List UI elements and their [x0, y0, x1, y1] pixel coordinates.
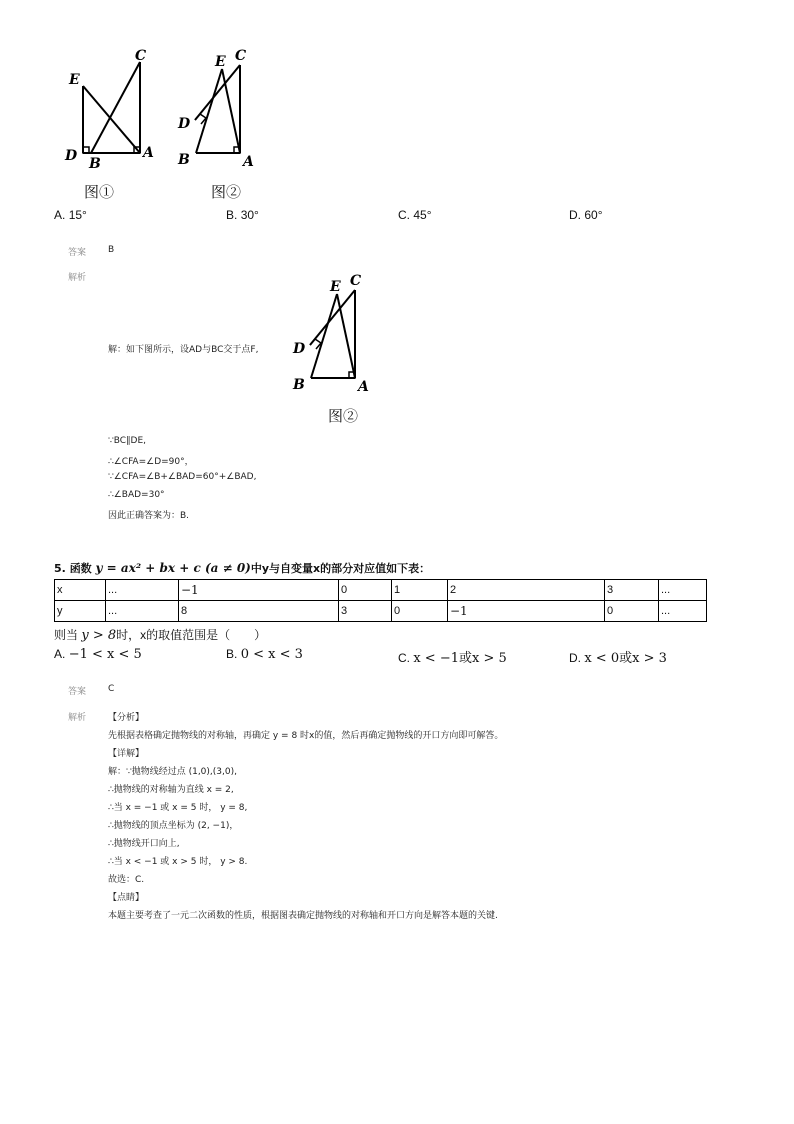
- figure-2-solution-caption: 图②: [328, 407, 359, 425]
- table-cell: 2: [448, 580, 605, 601]
- q5-analysis-line: 先根据表格确定抛物线的对称轴，再确定 y = 8 时x的值，然后再确定抛物线的开口方向即可解答。: [108, 731, 504, 741]
- q4-step: ∴∠CFA=∠D=90°，: [108, 457, 194, 467]
- label-c: C: [135, 48, 147, 64]
- q5-analysis-tag: 解析: [68, 713, 87, 723]
- option-text: 15°: [68, 208, 87, 222]
- q5-analysis-line: 解：∵抛物线经过点 (1,0),(3,0),: [108, 767, 237, 777]
- table-cell: 0: [605, 601, 659, 622]
- q5-number: 5.: [54, 562, 66, 575]
- q5-question: [54, 626, 266, 643]
- table-cell: 3: [605, 580, 659, 601]
- q5-analysis-line: ∴抛物线的对称轴为直线 x = 2,: [108, 785, 234, 795]
- q4-analysis-tag: 解析: [68, 273, 87, 283]
- label-a: A: [143, 145, 154, 161]
- table-cell: 8: [179, 601, 339, 622]
- segment-cb: [91, 62, 140, 153]
- table-cell: x: [55, 580, 106, 601]
- q4-solution-intro: 解：如下图所示，设AD与BC交于点F,: [108, 345, 259, 355]
- q5-analysis-line: 【分析】: [108, 713, 145, 723]
- q4-answer: B: [108, 245, 115, 255]
- label-e: E: [330, 279, 341, 295]
- q5-analysis-line: 本题主要考查了一元二次函数的性质，根据图表确定抛物线的对称轴和开口方向是解答本题的关键.: [108, 911, 498, 921]
- q4-option-b[interactable]: [226, 208, 259, 222]
- q4-option-a[interactable]: [54, 208, 87, 222]
- segment-eb: [311, 294, 337, 378]
- q5-question-prefix: 则当: [54, 628, 79, 642]
- label-e: E: [69, 72, 80, 88]
- q5-stem-suffix: 中y与自变量x的部分对应值如下表：: [250, 562, 431, 575]
- table-cell: y: [55, 601, 106, 622]
- option-text: 30°: [240, 208, 259, 222]
- table-cell: 0: [339, 580, 392, 601]
- table-cell: 1: [392, 580, 448, 601]
- q5-analysis-line: 【详解】: [108, 749, 145, 759]
- table-cell: ...: [659, 601, 707, 622]
- q5-value-table: [54, 579, 707, 622]
- label-d: D: [178, 116, 191, 132]
- segment-ea: [337, 294, 355, 378]
- q5-option-a[interactable]: [54, 647, 142, 662]
- option-letter: A.: [54, 208, 66, 222]
- q5-analysis-line: ∴当 x = −1 或 x = 5 时， y = 8,: [108, 803, 248, 813]
- q4-option-c[interactable]: [398, 208, 432, 222]
- figure-2-caption: 图②: [211, 183, 242, 201]
- option-text: 0 < x < 3: [240, 647, 303, 662]
- q5-analysis-line: ∴当 x < −1 或 x > 5 时， y > 8.: [108, 857, 248, 867]
- label-b: B: [178, 152, 190, 168]
- segment-ea: [83, 86, 140, 153]
- q5-question-suffix: 时，x的取值范围是（ ）: [116, 628, 267, 642]
- figure-1: [55, 40, 165, 170]
- q5-stem-prefix: 函数: [69, 562, 92, 575]
- q5-answer: C: [108, 684, 115, 694]
- label-d: D: [293, 341, 306, 357]
- label-b: B: [89, 156, 101, 170]
- table-cell: ...: [106, 601, 179, 622]
- label-c: C: [350, 273, 362, 289]
- q5-option-d[interactable]: [569, 647, 667, 666]
- option-letter: D.: [569, 651, 581, 665]
- option-letter: B.: [226, 647, 238, 661]
- option-text: x < −1或x > 5: [413, 651, 507, 666]
- q5-analysis-line: 【点睛】: [108, 893, 145, 903]
- option-text: 60°: [584, 208, 603, 222]
- right-angle-mark-d: [195, 114, 206, 124]
- option-letter: D.: [569, 208, 581, 222]
- q4-step: ∵∠CFA=∠B+∠BAD=60°+∠BAD,: [108, 472, 257, 482]
- option-text: x < 0或x > 3: [584, 651, 667, 666]
- table-cell: −1: [448, 601, 605, 622]
- label-a: A: [358, 379, 369, 395]
- label-c: C: [235, 48, 247, 64]
- label-b: B: [293, 377, 305, 393]
- q4-step: 因此正确答案为：B.: [108, 511, 190, 521]
- option-letter: B.: [226, 208, 238, 222]
- option-text: −1 < x < 5: [68, 647, 142, 662]
- table-row: [55, 580, 707, 601]
- figure-1-caption: 图①: [84, 183, 115, 201]
- table-cell: ...: [106, 580, 179, 601]
- segment-ea: [222, 69, 240, 153]
- segment-cd: [195, 65, 240, 120]
- q5-analysis-line: ∴抛物线开口向上,: [108, 839, 180, 849]
- q4-step: ∵BC∥DE,: [108, 436, 147, 446]
- q4-option-d[interactable]: [569, 208, 603, 222]
- option-letter: A.: [54, 647, 66, 661]
- segment-cd: [310, 290, 355, 345]
- q5-analysis-line: ∴抛物线的顶点坐标为 (2, −1)，: [108, 821, 239, 831]
- option-letter: C.: [398, 651, 410, 665]
- right-angle-mark-d: [310, 339, 321, 349]
- label-e: E: [215, 54, 226, 70]
- table-cell: 0: [392, 601, 448, 622]
- q5-analysis-line: 故选：C.: [108, 875, 145, 885]
- label-d: D: [65, 148, 78, 164]
- q5-stem-formula: y = ax² + bx + c (a ≠ 0): [95, 561, 251, 575]
- q5-answer-tag: 答案: [68, 687, 87, 697]
- option-letter: C.: [398, 208, 410, 222]
- figure-2-solution: [290, 265, 380, 395]
- q5-option-c[interactable]: [398, 647, 507, 666]
- label-a: A: [243, 154, 254, 170]
- q5-stem: [54, 560, 430, 576]
- q5-question-formula: y > 8: [81, 628, 117, 643]
- q4-step: ∴∠BAD=30°: [108, 490, 165, 500]
- figure-2: [175, 40, 265, 170]
- q5-option-b[interactable]: [226, 647, 303, 662]
- table-cell: −1: [179, 580, 339, 601]
- table-cell: ...: [659, 580, 707, 601]
- table-row: [55, 601, 707, 622]
- segment-eb: [196, 69, 222, 153]
- option-text: 45°: [413, 208, 432, 222]
- table-cell: 3: [339, 601, 392, 622]
- q4-answer-tag: 答案: [68, 248, 87, 258]
